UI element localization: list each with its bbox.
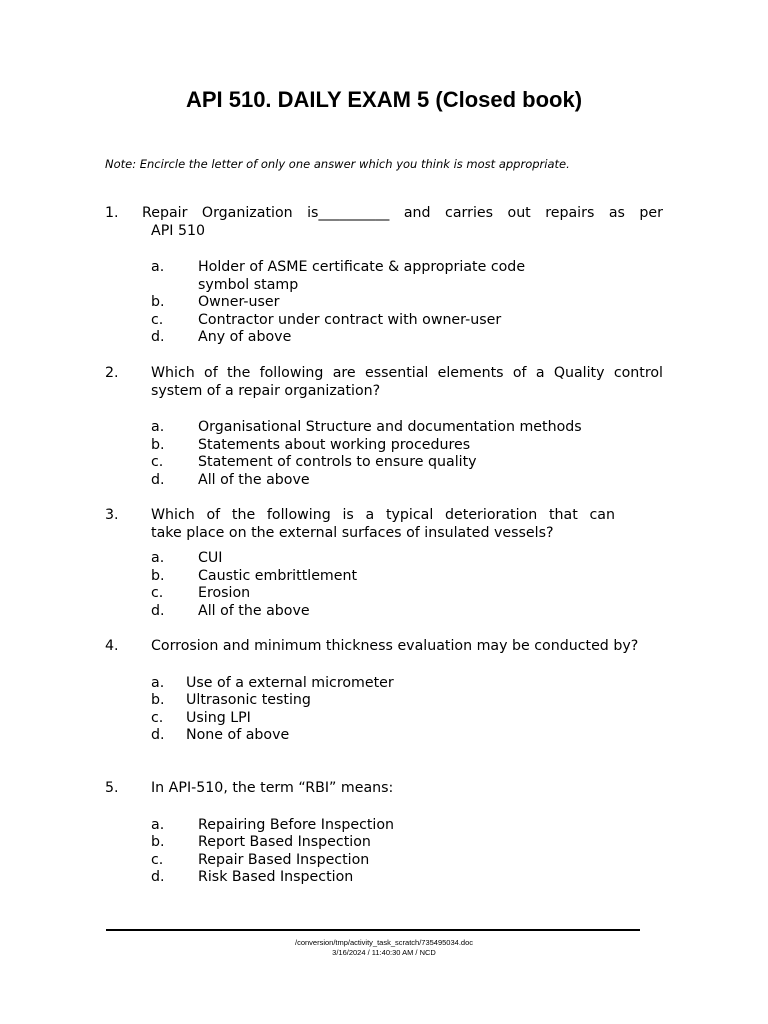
option-text: Report Based Inspection xyxy=(198,834,371,850)
option-b[interactable] xyxy=(105,834,663,852)
question-number: 2. xyxy=(105,365,119,381)
option-text: All of the above xyxy=(198,471,310,488)
option-text: Statements about working procedures xyxy=(198,436,471,453)
option-text: Erosion xyxy=(198,585,251,601)
answer-options xyxy=(105,259,663,347)
option-letter: d. xyxy=(151,329,165,345)
option-letter: c. xyxy=(151,585,164,601)
footer-divider xyxy=(106,929,640,931)
option-letter: a. xyxy=(151,419,165,435)
option-text: None of above xyxy=(186,727,290,743)
question-number: 5. xyxy=(105,780,119,796)
footer-datetime: 3/16/2024 / 11:40:30 AM / NCD xyxy=(332,948,436,957)
option-letter: c. xyxy=(151,851,164,868)
option-text: Use of a external micrometer xyxy=(186,674,394,691)
option-text: CUI xyxy=(198,550,223,566)
question-5 xyxy=(105,780,663,901)
option-letter: b. xyxy=(151,692,165,708)
option-letter: a. xyxy=(151,259,165,275)
option-b[interactable] xyxy=(105,692,663,710)
option-letter: d. xyxy=(151,471,165,488)
option-a[interactable] xyxy=(105,259,663,294)
option-letter: a. xyxy=(151,550,165,566)
option-a[interactable] xyxy=(105,817,663,835)
option-letter: b. xyxy=(151,436,165,453)
option-letter: b. xyxy=(151,834,165,850)
question-text: Corrosion and minimum thickness evaluation may be conducted by? xyxy=(151,638,639,654)
option-d[interactable] xyxy=(105,329,663,347)
answer-options xyxy=(105,419,663,489)
question-number: 4. xyxy=(105,638,119,654)
option-letter: d. xyxy=(151,869,165,885)
exam-title: API 510. DAILY EXAM 5 (Closed book) xyxy=(185,87,583,112)
option-text: Ultrasonic testing xyxy=(186,692,311,708)
question-text: In API-510, the term “RBI” means: xyxy=(151,780,394,796)
question-text: Which of the following are essential elements of a Quality control system of a repair organization? xyxy=(151,365,663,399)
option-letter: c. xyxy=(151,454,164,470)
option-letter: c. xyxy=(151,311,164,328)
option-c[interactable] xyxy=(105,454,663,472)
option-letter: b. xyxy=(151,294,165,310)
footer-file-path: /conversion/tmp/activity_task_scratch/735495034.doc xyxy=(294,938,473,947)
option-d[interactable] xyxy=(105,472,663,490)
option-letter: d. xyxy=(151,602,165,619)
question-4 xyxy=(105,638,663,759)
answer-options xyxy=(105,550,615,620)
option-text: Holder of ASME certificate & appropriate code xyxy=(198,259,526,275)
question-number: 3. xyxy=(105,507,119,523)
option-letter: a. xyxy=(151,674,165,691)
question-number: 1. xyxy=(105,205,119,221)
question-text-line1: Repair Organization is__________ and carries out repairs as per xyxy=(142,205,663,221)
option-text: Risk Based Inspection xyxy=(198,869,354,885)
option-d[interactable] xyxy=(105,727,663,745)
option-d[interactable] xyxy=(105,869,663,887)
option-text: Using LPI xyxy=(186,709,251,726)
option-b[interactable] xyxy=(105,568,615,586)
option-text: Any of above xyxy=(198,329,292,345)
option-b[interactable] xyxy=(105,437,663,455)
answer-options xyxy=(105,675,663,745)
option-a[interactable] xyxy=(105,419,663,437)
question-text-line2: take place on the external surfaces of insulated vessels? xyxy=(151,524,554,541)
option-text: Repair Based Inspection xyxy=(198,851,370,868)
option-a[interactable] xyxy=(105,550,615,568)
option-a[interactable] xyxy=(105,675,663,693)
option-c[interactable] xyxy=(105,585,615,603)
question-3 xyxy=(105,507,615,634)
option-letter: b. xyxy=(151,567,165,584)
question-text-line2: API 510 xyxy=(151,222,206,239)
page-footer xyxy=(0,938,768,958)
option-letter: c. xyxy=(151,709,164,726)
option-text-continued: symbol stamp xyxy=(198,276,299,293)
option-d[interactable] xyxy=(105,603,615,621)
option-text: Owner-user xyxy=(198,294,280,310)
instruction-note: Note: Encircle the letter of only one answer which you think is most appropriate. xyxy=(105,157,570,171)
option-c[interactable] xyxy=(105,710,663,728)
option-text: Caustic embrittlement xyxy=(198,567,358,584)
option-text: Contractor under contract with owner-user xyxy=(198,311,502,328)
question-1 xyxy=(105,205,663,361)
option-letter: a. xyxy=(151,816,165,833)
option-text: All of the above xyxy=(198,602,310,619)
answer-options xyxy=(105,817,663,887)
option-text: Organisational Structure and documentation methods xyxy=(198,419,582,435)
option-b[interactable] xyxy=(105,294,663,312)
option-text: Repairing Before Inspection xyxy=(198,816,395,833)
question-2 xyxy=(105,365,663,503)
option-c[interactable] xyxy=(105,312,663,330)
option-c[interactable] xyxy=(105,852,663,870)
option-letter: d. xyxy=(151,727,165,743)
option-text: Statement of controls to ensure quality xyxy=(198,454,477,470)
question-text-line1: Which of the following is a typical deterioration that can xyxy=(151,507,615,523)
